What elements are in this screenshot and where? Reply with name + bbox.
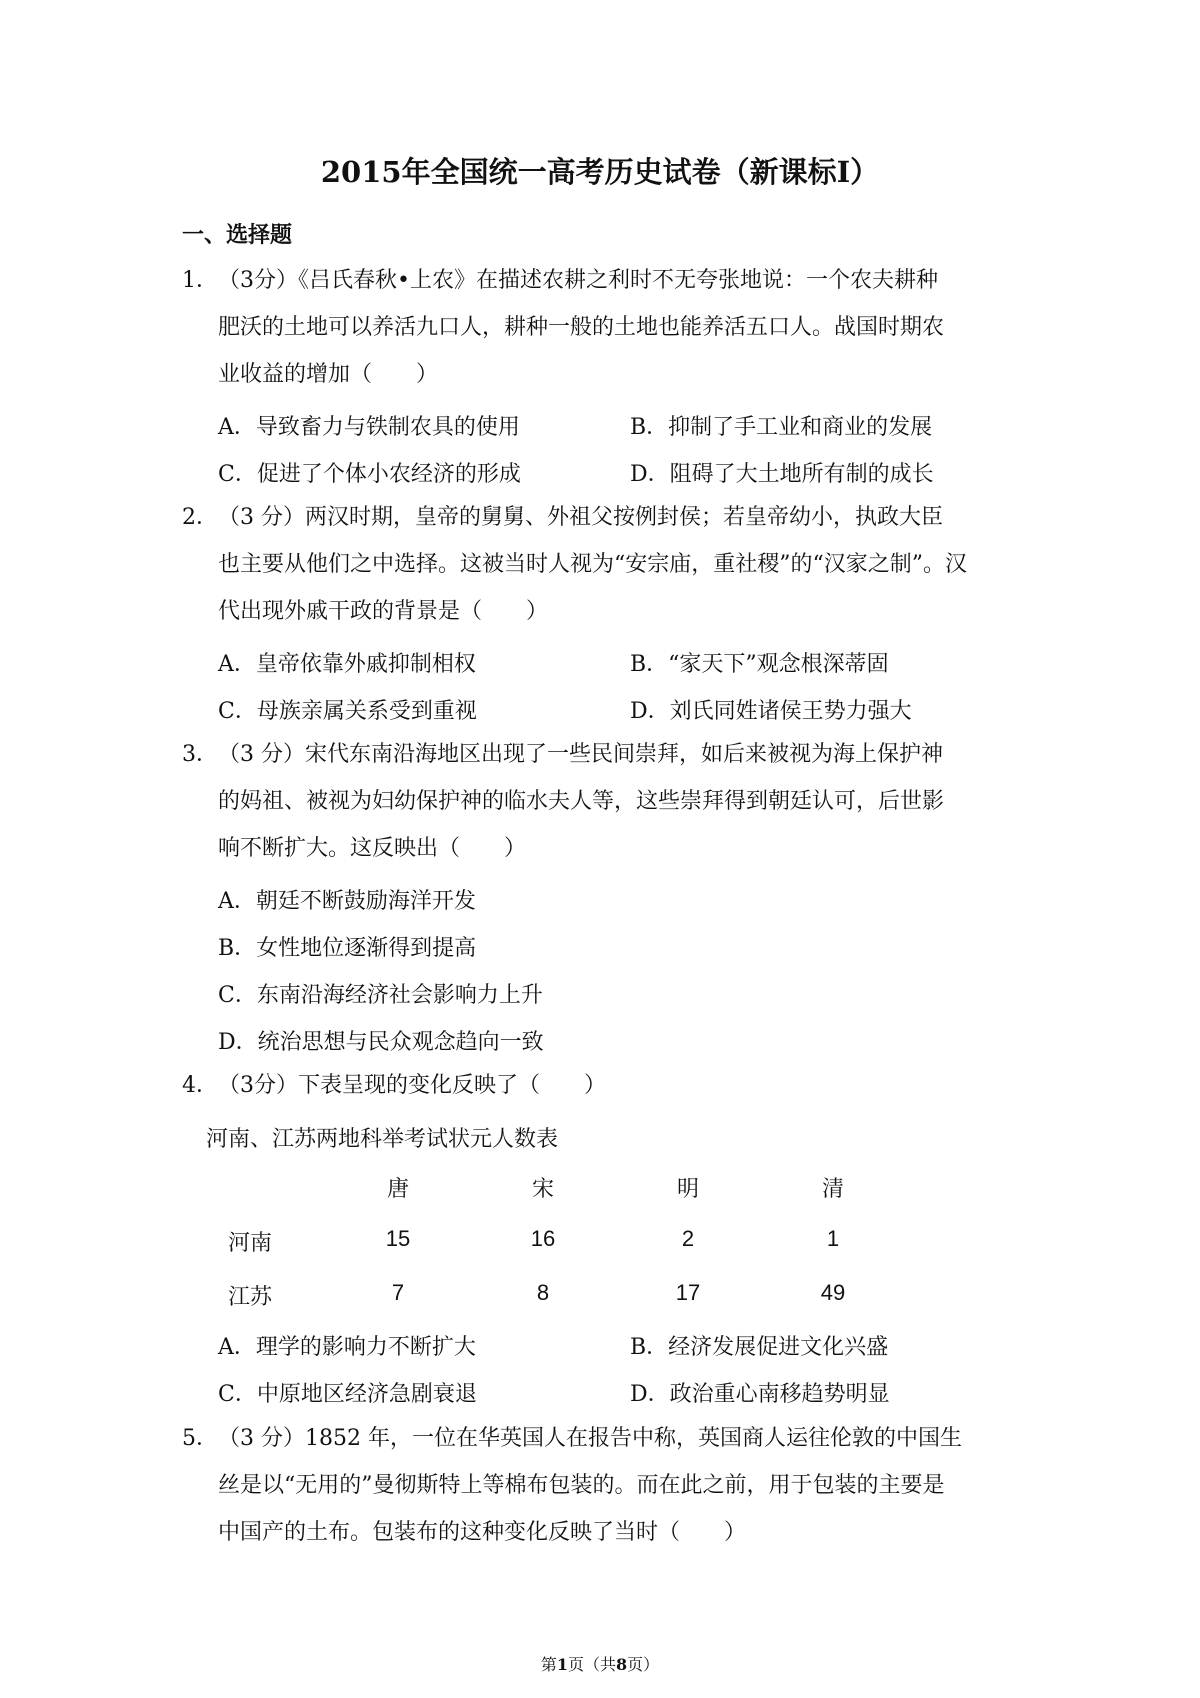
table-cell: 17 bbox=[675, 1280, 701, 1305]
question-text-line: 响不断扩大。这反映出（ ） bbox=[218, 836, 527, 861]
option-d: D．统治思想与民众观念趋向一致 bbox=[218, 1030, 544, 1055]
question-text-line: 业收益的增加（ ） bbox=[218, 362, 439, 387]
option-b: B．女性地位逐渐得到提高 bbox=[218, 936, 477, 961]
footer-text: 页） bbox=[627, 1655, 660, 1674]
question-text-line: 丝是以“无用的”曼彻斯特上等棉布包装的。而在此之前，用于包装的主要是 bbox=[218, 1473, 945, 1498]
option-a: A．皇帝依靠外戚抑制相权 bbox=[218, 652, 476, 677]
question-number: 4． bbox=[182, 1073, 218, 1098]
table-cell: 8 bbox=[536, 1280, 550, 1305]
footer-text: 页（共 bbox=[567, 1655, 616, 1674]
question-text-line: 代出现外戚干政的背景是（ ） bbox=[218, 599, 549, 624]
option-b: B．抑制了手工业和商业的发展 bbox=[630, 415, 933, 440]
question-text-line: 的妈祖、被视为妇幼保护神的临水夫人等，这些崇拜得到朝廷认可，后世影 bbox=[218, 789, 945, 814]
question-text-line: （3 分）1852 年，一位在华英国人在报告中称，英国商人运往伦敦的中国生 bbox=[218, 1426, 962, 1451]
option-c: C．促进了个体小农经济的形成 bbox=[218, 462, 521, 487]
option-a: A．理学的影响力不断扩大 bbox=[218, 1335, 476, 1360]
option-d: D．刘氏同姓诸侯王势力强大 bbox=[630, 699, 912, 724]
table-row-label: 河南 bbox=[228, 1231, 273, 1256]
table-title: 河南、江苏两地科举考试状元人数表 bbox=[206, 1127, 559, 1152]
option-b: B．经济发展促进文化兴盛 bbox=[630, 1335, 889, 1360]
question-number: 1． bbox=[182, 268, 218, 293]
question-text-line: 中国产的土布。包装布的这种变化反映了当时（ ） bbox=[218, 1520, 747, 1545]
table-cell: 7 bbox=[391, 1280, 405, 1305]
table-cell: 2 bbox=[681, 1226, 695, 1251]
question-text-line: （3分）《吕氏春秋•上农》在描述农耕之利时不无夸张地说：一个农夫耕种 bbox=[218, 268, 938, 293]
table-row-label: 江苏 bbox=[228, 1285, 273, 1310]
page-footer bbox=[0, 1652, 1200, 1675]
footer-text: 第 bbox=[540, 1655, 557, 1674]
option-b: B．“家天下”观念根深蒂固 bbox=[630, 652, 889, 677]
question-number: 2． bbox=[182, 505, 218, 530]
table-header: 宋 bbox=[531, 1177, 554, 1202]
table-cell: 1 bbox=[826, 1226, 840, 1251]
exam-title: 2015年全国统一高考历史试卷（新课标Ⅰ） bbox=[320, 155, 880, 189]
question-text-line: 肥沃的土地可以养活九口人，耕种一般的土地也能养活五口人。战国时期农 bbox=[218, 315, 945, 340]
option-d: D．阻碍了大土地所有制的成长 bbox=[630, 462, 934, 487]
question-number: 3． bbox=[182, 742, 218, 767]
table-cell: 15 bbox=[385, 1226, 411, 1251]
table-cell: 49 bbox=[820, 1280, 846, 1305]
option-c: C．中原地区经济急剧衰退 bbox=[218, 1382, 477, 1407]
option-d: D．政治重心南移趋势明显 bbox=[630, 1382, 890, 1407]
page-number: 1 bbox=[556, 1655, 568, 1674]
table-header: 明 bbox=[676, 1177, 699, 1202]
question-text-line: （3分）下表呈现的变化反映了（ ） bbox=[218, 1073, 606, 1098]
table-header: 唐 bbox=[386, 1177, 409, 1202]
table-cell: 16 bbox=[530, 1226, 556, 1251]
total-pages: 8 bbox=[616, 1655, 628, 1674]
question-text-line: （3 分）宋代东南沿海地区出现了一些民间崇拜，如后来被视为海上保护神 bbox=[218, 742, 943, 767]
question-text-line: 也主要从他们之中选择。这被当时人视为“安宗庙，重社稷”的“汉家之制”。汉 bbox=[218, 552, 967, 577]
option-a: A．朝廷不断鼓励海洋开发 bbox=[218, 889, 476, 914]
table-header: 清 bbox=[821, 1177, 844, 1202]
question-text-line: （3 分）两汉时期，皇帝的舅舅、外祖父按例封侯；若皇帝幼小，执政大臣 bbox=[218, 505, 943, 530]
section-heading: 一、选择题 bbox=[182, 222, 293, 248]
option-c: C．东南沿海经济社会影响力上升 bbox=[218, 983, 543, 1008]
option-c: C．母族亲属关系受到重视 bbox=[218, 699, 477, 724]
question-number: 5． bbox=[182, 1426, 218, 1451]
option-a: A．导致畜力与铁制农具的使用 bbox=[218, 415, 520, 440]
